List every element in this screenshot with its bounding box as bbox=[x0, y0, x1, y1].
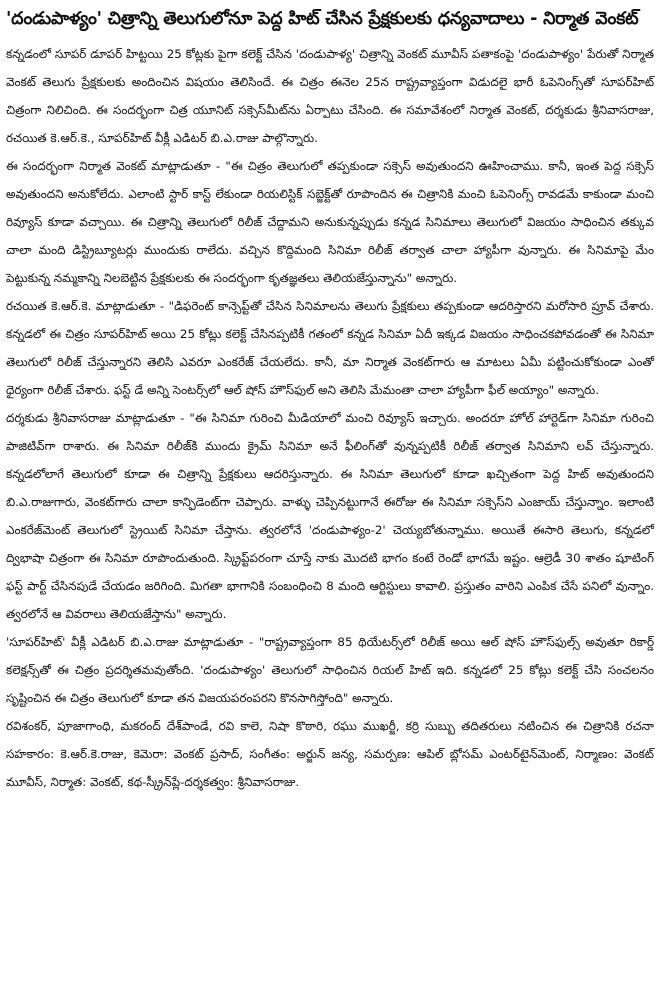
paragraph-producer-quote: ఈ సందర్భంగా నిర్మాత వెంకట్ మాట్లాడుతూ - "ఈ చిత్రం తెలుగులో తప్పకుండా సక్సెస్ అవుతుందని ఊహించాము. కానీ, ఇంత పెద్ద సక్సెస్ అవుతుందని అనుకోలేదు. ఎలాంటి స్టార్ కాస్ట్ లేకుండా రియలిస్టిక్ సబ్జెక్ట్‌తో రూపొందిన ఈ చిత్రానికి మంచి ఓపెనింగ్స్ రావడమే కాకుండా మంచి రివ్యూస్ కూడా వచ్చాయి. ఈ చిత్రాన్ని తెలుగులో రిలీజ్ చేద్దామని అనుకున్నప్పుడు కన్నడ సినిమాలు తెలుగులో విజయం సాధించిన తక్కువ చాలా మంది డిస్ట్రిబ్యూటర్లు ముందుకు రాలేదు. వచ్చిన కొద్దిమంది సినిమా రిలీజ్ తర్వాత చాలా హ్యాపీగా వున్నారు. ఈ సినిమాపై మేం పెట్టుకున్న నమ్మకాన్ని నిలబెట్టిన ప్రేక్షకులకు ఈ సందర్భంగా కృతజ్ఞతలు తెలియజేస్తున్నాను" అన్నారు. bbox=[6, 159, 654, 285]
paragraph-writer-quote: రచయిత కె.ఆర్.కె. మాట్లాడుతూ - "డిఫరెంట్ కాన్సెప్ట్‌తో చేసిన సినిమాలను తెలుగు ప్రేక్షకులు తప్పకుండా ఆదరిస్తారని మరోసారి ప్రూవ్ చేశారు. కన్నడలో ఈ చిత్రం సూపర్‌హిట్ అయి 25 కోట్లు కలెక్ట్ చేసినప్పటికీ గతంలో కన్నడ సినిమా ఏదీ ఇక్కడ విజయం సాధించకపోవడంతో ఈ సినిమా తెలుగులో రిలీజ్ చేస్తున్నారని తెలిసి ఎవరూ ఎంకరేజ్ చేయలేదు. కానీ, మా నిర్మాత వెంకట్‌గారు ఆ మాటలు ఏమీ పట్టించుకోకుండా ఎంతో ధైర్యంగా రిలీజ్ చేశారు. ఫస్ట్ డే అన్ని సెంటర్స్‌లో ఆల్ షోస్ హౌస్‌ఫుల్ అని తెలిసి మేమంతా చాలా హ్యాపీగా ఫీల్ అయ్యాం" అన్నారు. bbox=[6, 299, 654, 397]
paragraph-director-quote: దర్శకుడు శ్రీనివాసరాజు మాట్లాడుతూ - "ఈ సినిమా గురించి మీడియాలో మంచి రివ్యూస్ ఇచ్చారు. అందరూ హోల్ హార్టెడ్‌గా సినిమా గురించి పాజిటివ్‌గా రాశారు. ఈ సినిమా రిలీజ్‌కి ముందు క్రైమ్ సినిమా అనే ఫీలింగ్‌తో వున్నప్పటికీ రిలీజ్ తర్వాత సినిమాని లవ్ చేస్తున్నారు. కన్నడలోలాగే తెలుగులో కూడా ఈ చిత్రాన్ని ప్రేక్షకులు ఆదరిస్తున్నారు. ఈ సినిమా తెలుగులో కూడా ఖచ్చితంగా పెద్ద హిట్ అవుతుందని బి.ఎ.రాజుగారు, వెంకట్‌గారు చాలా కాన్ఫిడెంట్‌గా చెప్పారు. వాళ్ళు చెప్పినట్టుగానే ఈరోజు ఈ సినిమా సక్సెస్‌ని ఎంజాయ్ చేస్తున్నాం. ఇలాంటి ఎంకరేజ్‌మెంట్ తెలుగులో స్ట్రెయిట్ సినిమా చేస్తాను. త్వరలోనే 'దండుపాళ్యం-2' చెయ్యబోతున్నాము. అయితే ఈసారి తెలుగు, కన్నడలో ద్విభాషా చిత్రంగా ఈ సినిమా రూపొందుతుంది. స్క్రిప్ట్‌పరంగా చూస్తే నాకు మొదటి భాగం కంటే రెండో భాగమే ఇష్టం. ఆల్రెడీ 30 శాతం షూటింగ్ ఫస్ట్ పార్ట్ చేసినపుడే చేయడం జరిగింది. మిగతా భాగానికి సంబంధించి 8 మంది ఆర్టిస్టులు కావాలి. ప్రస్తుతం వారిని ఎంపిక చేసే పనిలో వున్నాం. త్వరలోనే ఆ వివరాలు తెలియజేస్తాను" అన్నారు. bbox=[6, 411, 654, 621]
headline: 'దండుపాళ్యం' చిత్రాన్ని తెలుగులోనూ పెద్ద హిట్ చేసిన ప్రేక్షకులకు ధన్యవాదాలు - నిర్మాత వెంకట్ bbox=[6, 9, 639, 29]
article-body bbox=[6, 40, 654, 796]
paragraph-credits: రవిశంకర్, పూజాగాంధి, మకరంద్ దేశ్‌పాండే, రవి కాలె, నిషా కొఠారి, రఘు ముఖర్జీ, కర్రి సుబ్బు తదితరులు నటించిన ఈ చిత్రానికి రచనా సహకారం: కె.ఆర్.కె.రాజు, కెమెరా: వెంకట్ ప్రసాద్, సంగీతం: అర్జున్ జన్య, సమర్పణ: ఆపిల్ బ్లోసమ్ ఎంటర్‌టైన్‌మెంట్, నిర్మాణం: వెంకట్ మూవీస్, నిర్మాత: వెంకట్, కథ-స్క్రీన్‌ప్లే-దర్శకత్వం: శ్రీనివాసరాజు. bbox=[6, 719, 654, 789]
paragraph-editor-quote: 'సూపర్‌హిట్' వీక్లీ ఎడిటర్ బి.ఎ.రాజు మాట్లాడుతూ - "రాష్ట్రవ్యాప్తంగా 85 థియేటర్స్‌లో రిలీజ్ అయి ఆల్ షోస్ హౌస్‌ఫుల్స్ అవుతూ రికార్డ్ కలెక్షన్స్‌తో ఈ చిత్రం ప్రదర్శితమవుతోంది. 'దండుపాళ్యం' తెలుగులో సాధించిన రియల్ హిట్ ఇది. కన్నడలో 25 కోట్లు కలెక్ట్ చేసి సంచలనం సృష్టించిన ఈ చిత్రం తెలుగులో కూడా తన విజయపరంపరని కొనసాగిస్తోంది" అన్నారు. bbox=[6, 635, 654, 705]
paragraph-intro: కన్నడంలో సూపర్ డూపర్ హిట్టయి 25 కోట్లకు పైగా కలెక్ట్ చేసిన 'దండుపాళ్య' చిత్రాన్ని వెంకట్ మూవీస్ పతాకంపై 'దండుపాళ్యం' పేరుతో నిర్మాత వెంకట్ తెలుగు ప్రేక్షకులకు అందించిన విషయం తెలిసిందే. ఈ చిత్రం ఈనెల 25న రాష్ట్రవ్యాప్తంగా విడుదలై భారీ ఓపెనింగ్స్‌తో సూపర్‌హిట్ చిత్రంగా నిలిచింది. ఈ సందర్భంగా చిత్ర యూనిట్ సక్సెస్‌మీట్‌ను ఏర్పాటు చేసింది. ఈ సమావేశంలో నిర్మాత వెంకట్, దర్శకుడు శ్రీనివాసరాజు, రచయిత కె.ఆర్.కె., సూపర్‌హిట్ వీక్లీ ఎడిటర్ బి.ఎ.రాజు పాల్గొన్నారు. bbox=[6, 47, 654, 145]
